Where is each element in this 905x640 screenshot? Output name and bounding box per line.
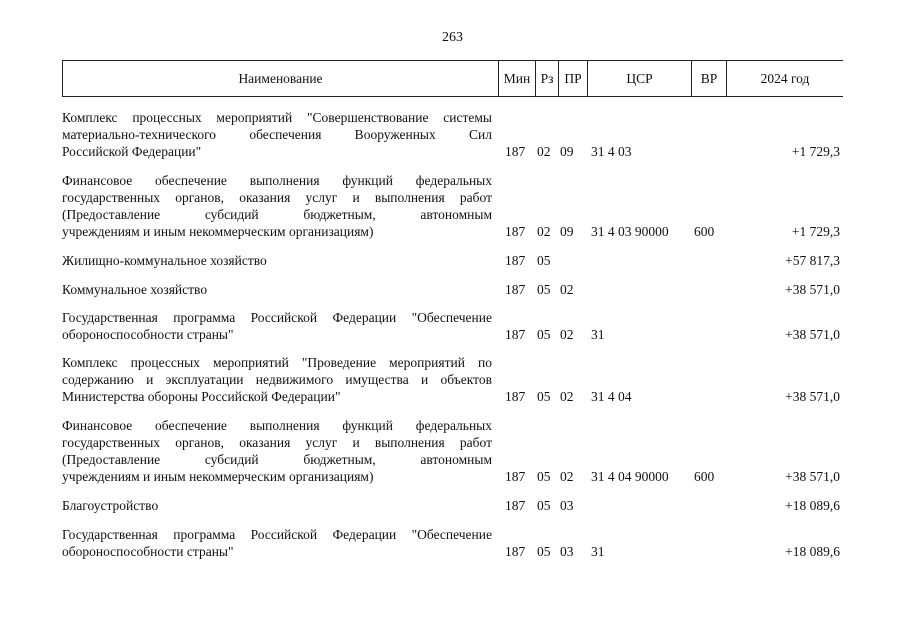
row-name xyxy=(62,109,492,160)
row-csr: 31 4 04 90000 xyxy=(591,469,669,484)
row-sum: +18 089,6 xyxy=(785,498,840,513)
row-name-line: учреждениям и иным некоммерческим организациям) xyxy=(62,224,374,239)
row-sum: +18 089,6 xyxy=(785,544,840,559)
row-name-line: Финансовое обеспечение выполнения функций федеральных xyxy=(62,173,492,188)
row-pr: 09 xyxy=(560,224,574,239)
row-name-line: Финансовое обеспечение выполнения функций федеральных xyxy=(62,418,492,433)
header-year: 2024 год xyxy=(760,71,810,86)
row-vr: 600 xyxy=(694,224,715,239)
row-csr: 31 xyxy=(591,544,605,559)
row-rz: 05 xyxy=(537,253,551,268)
row-min: 187 xyxy=(505,389,526,404)
row-sum: +38 571,0 xyxy=(785,389,840,404)
header-rz: Рз xyxy=(536,61,559,96)
row-sum: +1 729,3 xyxy=(791,144,840,159)
row-name-line: Государственная программа Российской Федерации "Обеспечение xyxy=(62,310,492,325)
row-pr: 02 xyxy=(560,389,574,404)
row-pr: 02 xyxy=(560,469,574,484)
row-rz: 05 xyxy=(537,544,551,559)
row-name-line: обороноспособности страны" xyxy=(62,327,234,342)
row-sum: +1 729,3 xyxy=(791,224,840,239)
row-pr: 02 xyxy=(560,282,574,297)
row-rz: 05 xyxy=(537,282,551,297)
row-name-line: Государственная программа Российской Федерации "Обеспечение xyxy=(62,527,492,542)
row-name xyxy=(62,281,492,298)
row-sum: +38 571,0 xyxy=(785,282,840,297)
row-name-line: учреждениям и иным некоммерческим организациям) xyxy=(62,469,374,484)
row-pr: 03 xyxy=(560,498,574,513)
row-rz: 05 xyxy=(537,498,551,513)
row-pr: 09 xyxy=(560,144,574,159)
row-rz: 05 xyxy=(537,469,551,484)
row-pr: 03 xyxy=(560,544,574,559)
row-name-line: материально-технического обеспечения Вооруженных Сил xyxy=(62,127,492,142)
row-name xyxy=(62,417,492,485)
header-name: Наименование xyxy=(63,61,499,96)
row-name-line: Комплекс процессных мероприятий "Проведение мероприятий по xyxy=(62,355,492,370)
row-name-line: Министерства обороны Российской Федерации" xyxy=(62,389,341,404)
row-min: 187 xyxy=(505,144,526,159)
row-name-line: государственных органов, оказания услуг и выполнения работ xyxy=(62,190,492,205)
row-name xyxy=(62,526,492,560)
row-name-line: (Предоставление субсидий бюджетным, автономным xyxy=(62,452,492,467)
row-rz: 02 xyxy=(537,224,551,239)
row-sum: +38 571,0 xyxy=(785,327,840,342)
row-name xyxy=(62,497,492,514)
row-csr: 31 xyxy=(591,327,605,342)
page-number: 263 xyxy=(442,30,463,45)
row-min: 187 xyxy=(505,282,526,297)
row-sum: +57 817,3 xyxy=(785,253,840,268)
row-min: 187 xyxy=(505,253,526,268)
row-name xyxy=(62,252,492,269)
header-vr: ВР xyxy=(692,61,727,96)
row-name-line: Российской Федерации" xyxy=(62,144,202,159)
row-vr: 600 xyxy=(694,469,715,484)
row-min: 187 xyxy=(505,224,526,239)
row-min: 187 xyxy=(505,498,526,513)
row-name-line: Жилищно-коммунальное хозяйство xyxy=(62,253,267,268)
row-rz: 05 xyxy=(537,327,551,342)
header-min: Мин xyxy=(499,61,536,96)
row-sum: +38 571,0 xyxy=(785,469,840,484)
row-name xyxy=(62,172,492,240)
row-name-line: обороноспособности страны" xyxy=(62,544,234,559)
row-csr: 31 4 04 xyxy=(591,389,632,404)
row-min: 187 xyxy=(505,327,526,342)
row-name-line: Благоустройство xyxy=(62,498,159,513)
row-name-line: государственных органов, оказания услуг и выполнения работ xyxy=(62,435,492,450)
row-name-line: (Предоставление субсидий бюджетным, автономным xyxy=(62,207,492,222)
row-name xyxy=(62,354,492,405)
row-min: 187 xyxy=(505,469,526,484)
row-rz: 05 xyxy=(537,389,551,404)
row-min: 187 xyxy=(505,544,526,559)
row-pr: 02 xyxy=(560,327,574,342)
row-name-line: содержанию и эксплуатации недвижимого имущества и объектов xyxy=(62,372,492,387)
row-rz: 02 xyxy=(537,144,551,159)
row-csr: 31 4 03 xyxy=(591,144,632,159)
header-csr: ЦСР xyxy=(588,61,692,96)
header-pr: ПР xyxy=(559,61,588,96)
row-name xyxy=(62,309,492,343)
row-name-line: Коммунальное хозяйство xyxy=(62,282,208,297)
row-name-line: Комплекс процессных мероприятий "Совершенствование системы xyxy=(62,110,492,125)
row-csr: 31 4 03 90000 xyxy=(591,224,669,239)
